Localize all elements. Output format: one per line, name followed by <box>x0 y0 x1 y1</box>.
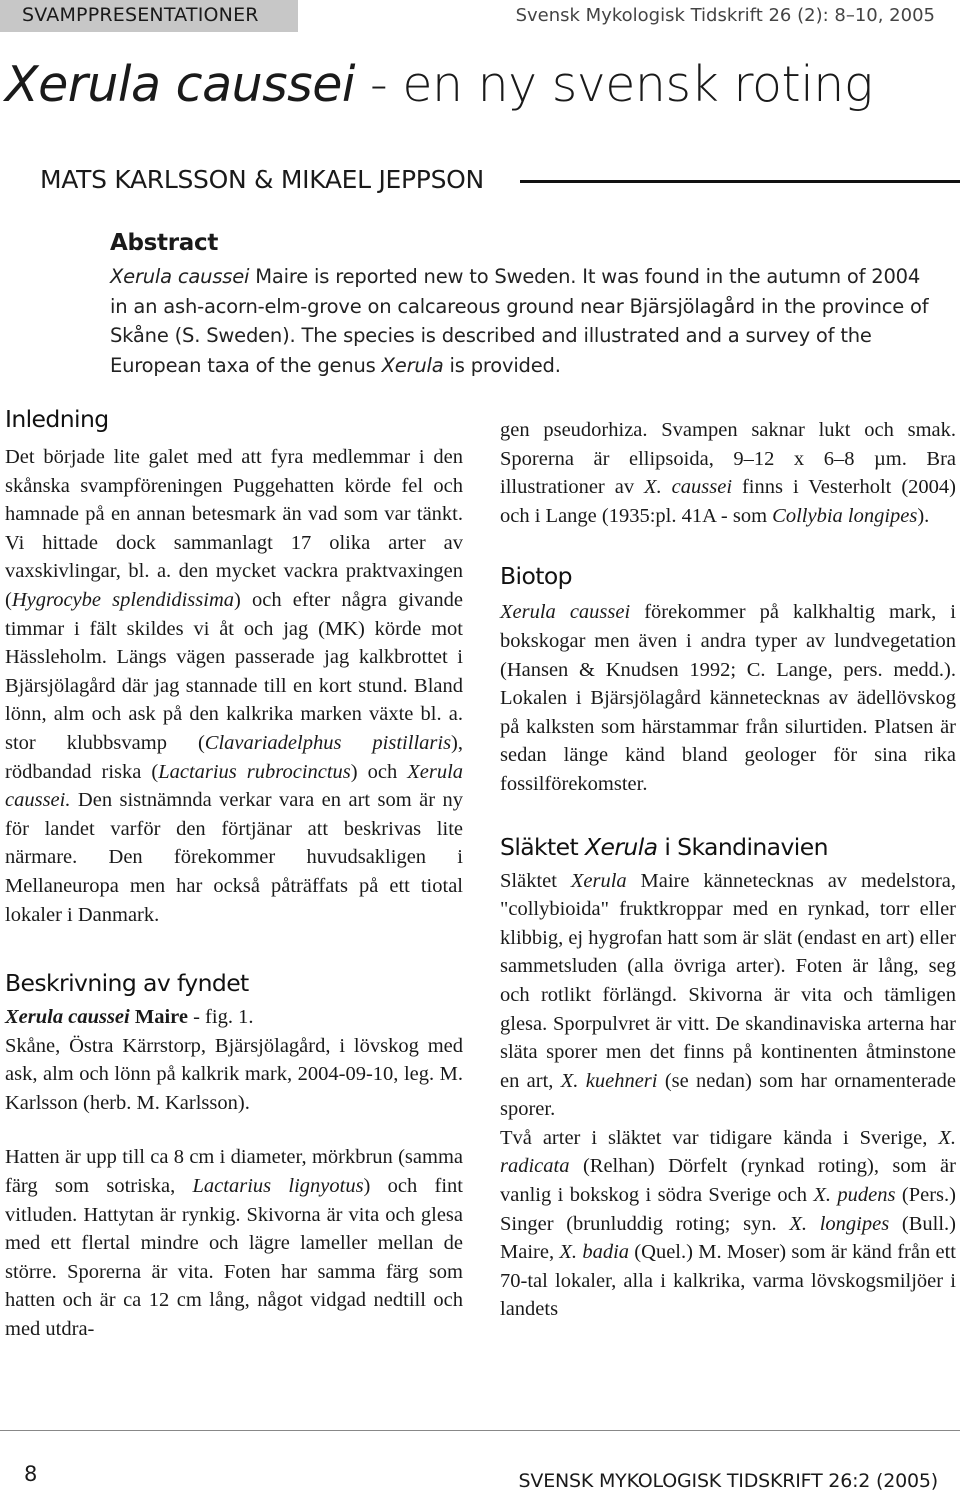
authors: MATS KARLSSON & MIKAEL JEPPSON <box>40 165 484 194</box>
inledning-paragraph <box>5 443 463 929</box>
footer-journal: SVENSK MYKOLOGISK TIDSKRIFT 26:2 (2005) <box>518 1470 938 1492</box>
figure-reference: - fig. 1. <box>187 1006 254 1029</box>
abstract-text-part: Maire is reported new to Sweden. It was found in the autumn of 2004 in an ash-acorn-elm-grove on calcareous ground near Bjärsjölagård in the province of Skåne (S. Sweden). The species is described and illustrated and a survey of the European taxa of the genus <box>110 265 929 377</box>
footer-rule <box>0 1430 960 1431</box>
species-name: Lactarius rubrocinctus <box>158 760 351 783</box>
text-run: ) och efter några givande timmar i fält skildes vi åt och jag (MK) körde mot Hässleholm. Längs vägen passerade jag kalkbrottet i Bjärsjölagård där jag stannade till en kort stund. Bland lönn, alm och ask på den kalkrika marken växte bl. a. stor klubbsvamp ( <box>5 588 463 754</box>
abstract <box>110 230 940 380</box>
page-number: 8 <box>24 1462 38 1486</box>
species-name: X. pudens <box>813 1184 896 1207</box>
locality-paragraph: Skåne, Östra Kärrstorp, Bjärsjölagård, i lövskog med ask, alm och lönn på kalkrik mark, 2004-09-10, leg. M. Karlsson (herb. M. Karlsson). <box>5 1034 463 1114</box>
left-column <box>5 405 463 1344</box>
species-name: Xerula caussei. <box>5 760 464 812</box>
continuation-paragraph <box>500 416 956 530</box>
text-run: (Quel.) M. Moser) som är känd från ett 70-tal lokaler, alla i kalkrika, varma lövskogsmiljöer i landets <box>500 1241 956 1321</box>
abstract-species: Xerula caussei <box>110 265 250 288</box>
heading-genus: Xerula <box>585 832 658 861</box>
text-run: (Pers.) Singer (brunluddig roting; syn. <box>500 1184 956 1235</box>
species-name: Collybia longipes <box>772 504 918 527</box>
running-header <box>0 0 960 32</box>
text-run: Den sistnämnda verkar vara en art som är ny för landet varför den förtjänar att beskrivas lite närmare. Den förekommer huvudsakligen i Mellaneuropa men har också påträffats på ett tiotal lokaler i Danmark. <box>5 789 463 926</box>
species-name: Hygrocybe splendidissima <box>11 588 235 611</box>
text-run: Två arter i släktet var tidigare kända i Sverige, <box>500 1126 939 1149</box>
text-run: Hatten är upp till ca 8 cm i diameter, mörkbrun (samma färg som sotriska, <box>5 1146 463 1198</box>
slaktet-heading <box>500 833 956 861</box>
slaktet-paragraph-2 <box>500 1124 956 1324</box>
biotop-heading: Biotop <box>500 562 572 591</box>
text-run: ) och <box>350 760 408 783</box>
authors-row <box>40 165 960 201</box>
biotop-paragraph <box>500 598 956 798</box>
text-run: gen pseudorhiza. Svampen saknar lukt och smak. Sporerna är ellipsoida, 9–12 x 6–8 µm. Bra illustrationer av <box>500 419 956 499</box>
article-title <box>5 56 873 113</box>
title-rest: - en ny svensk roting <box>354 56 873 113</box>
species-name: Clavariadelphus pistillaris <box>204 731 452 754</box>
species-name: Xerula caussei <box>500 601 631 624</box>
text-run: ). <box>917 504 930 527</box>
text-run: förekommer på kalkhaltig mark, i bokskogar men även i andra typer av lundvegetation (Hansen & Knudsen 1992; C. Lange, pers. medd.). Lokalen i Bjärsjölagård kännetecknas av ädellövskog på kalksten som härstammar från silurtiden. Platsen är sedan länge känd bland geologer för sina rika fossilförekomster. <box>500 601 956 795</box>
abstract-genus: Xerula <box>381 353 444 377</box>
text-run: (Bull.) Maire, <box>500 1212 956 1264</box>
text-run: ) och fint vitluden. Hattytan är rynkig. Skivorna är vita och glesa med ett flertal mindre och lägre lameller mellan de större. Sporerna är vita. Foten har samma färg som hatten och är ca 12 cm lång, något vidgad nedtill och med utdra- <box>5 1175 463 1341</box>
heading-part: i Skandinavien <box>657 832 828 861</box>
title-species: Xerula caussei <box>5 56 355 113</box>
abstract-heading: Abstract <box>110 230 219 256</box>
right-column <box>500 416 956 1324</box>
text-run: ), rödbandad riska ( <box>5 731 463 783</box>
species-name: X. badia <box>559 1241 630 1264</box>
inledning-heading: Inledning <box>5 405 109 433</box>
abstract-text <box>110 262 940 380</box>
section-tab <box>0 0 298 32</box>
abstract-text-part: is provided. <box>443 353 561 377</box>
species-name: X. longipes <box>789 1212 890 1235</box>
text-run: Släktet <box>500 869 571 892</box>
text-run: (Relhan) Dörfelt (rynkad roting), som är vanlig i bokskog i södra Sverige och <box>500 1155 956 1207</box>
section-label: SVAMPPRESENTATIONER <box>22 4 259 26</box>
text-run: finns i Vesterholt (2004) och i Lange (1935:pl. 41A - som <box>500 476 956 527</box>
text-run: (se nedan) som har ornamenterade sporer. <box>500 1069 956 1121</box>
species-name: Lactarius lignyotus <box>192 1175 364 1198</box>
species-name: Xerula caussei <box>5 1006 130 1029</box>
specimen-name <box>5 1003 463 1032</box>
text-run: Maire kännetecknas av medelstora, "collybioida" fruktkroppar med en rynkad, torr eller klibbig, ej hygrofan hatt som är slät (endast en art) eller sammetsluden (alla övriga arter). Foten är lång, seg och rotlikt förlängd. Skivorna är vita och tämligen glesa. Sporpulvret är vitt. De skandinaviska arterna har släta sporer men det finns på kontinenten åtminstone en art, <box>500 869 957 1092</box>
beskrivning-heading: Beskrivning av fyndet <box>5 969 249 998</box>
slaktet-paragraph-1 <box>500 867 956 1124</box>
species-name: Xerula <box>570 869 627 892</box>
description-paragraph <box>5 1143 463 1343</box>
journal-reference: Svensk Mykologisk Tidskrift 26 (2): 8–10, 2005 <box>515 5 935 26</box>
species-name: X. caussei <box>644 476 733 499</box>
species-name: X. radicata <box>500 1126 956 1178</box>
authors-rule <box>520 180 960 183</box>
species-author: Maire <box>129 1006 188 1029</box>
text-run: Det började lite galet med att fyra medlemmar i den skånska svampföreningen Puggehatten körde fel och hamnade på en annan betesmark än vad som var tänkt. Vi hittade dock sammanlagt 17 olika arter av vaxskivlingar, bl. a. den mycket vackra praktvaxingen ( <box>5 446 463 611</box>
species-name: X. kuehneri <box>560 1069 658 1092</box>
heading-part: Släktet <box>500 832 586 861</box>
